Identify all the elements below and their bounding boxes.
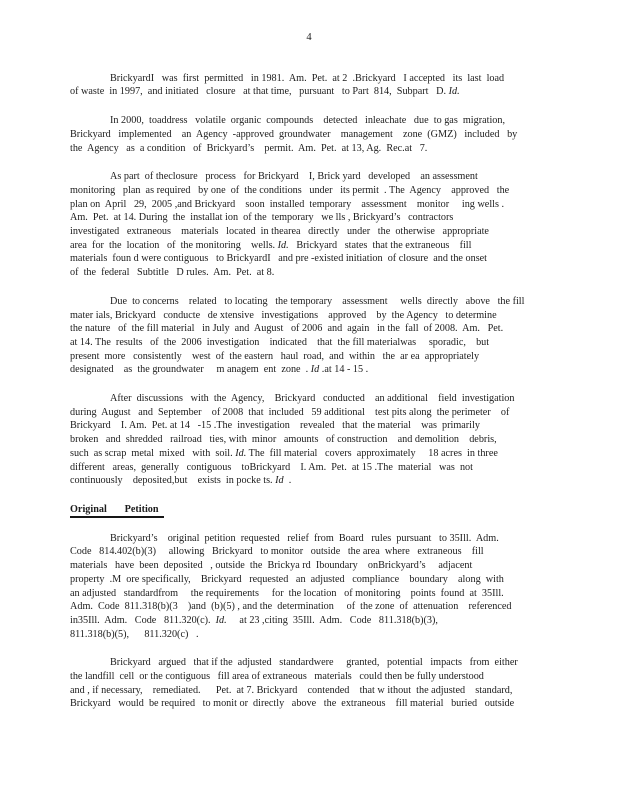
text-line	[70, 461, 548, 475]
text-run: plan on April 29, 2005 ,and Brickyard soon installed temporary assessment monitor ing wells .	[70, 198, 505, 210]
text-line	[70, 600, 548, 614]
text-run: Brickyard would be required to monit or directly above the extraneous fill material buried outside	[70, 698, 515, 710]
text-line	[70, 239, 548, 253]
section-heading-text: Original Petition	[70, 504, 164, 518]
text-run: designated as the groundwater m anagem ent zone .	[70, 364, 311, 376]
citation-id-italic: Id.	[235, 447, 247, 459]
text-run: BrickyardI was first permitted in 1981. Am. Pet. at 2 .Brickyard I accepted its last load	[110, 72, 505, 84]
text-line	[70, 114, 548, 128]
text-line	[70, 474, 548, 488]
text-run: during August and September of 2008 that included 59 additional test pits along the perimeter of	[70, 406, 510, 418]
text-run: Brickyard I. Am. Pet. at 14 -15 .The investigation revealed that the material was primarily	[70, 420, 480, 432]
text-line	[70, 198, 548, 212]
text-line	[70, 573, 548, 587]
text-run: such as scrap metal mixed with soil.	[70, 447, 236, 459]
citation-id-italic: Id	[310, 364, 320, 376]
text-line	[70, 433, 548, 447]
text-run: .	[283, 475, 292, 487]
text-line	[70, 211, 548, 225]
text-line	[70, 447, 548, 461]
text-line	[70, 670, 548, 684]
text-line	[70, 142, 548, 156]
paragraph	[70, 656, 548, 711]
text-run: After discussions with the Agency, Brickyard conducted an additional field investigation	[110, 393, 515, 405]
text-line	[70, 684, 548, 698]
text-run: area for the location of the monitoring wells.	[70, 239, 278, 251]
text-line	[70, 406, 548, 420]
text-run: an adjusted standardfrom the requirements for the location of monitoring points found at 35Ill.	[70, 587, 504, 599]
text-line	[70, 309, 548, 323]
text-line	[70, 628, 548, 642]
text-run: the landfill cell or the contiguous fill area of extraneous materials could then be fully understood	[70, 671, 484, 683]
text-run: property .M ore specifically, Brickyard requested an adjusted compliance boundary along with	[70, 573, 504, 585]
text-line	[70, 697, 548, 711]
text-run: 811.318(b)(5), 811.320(c) .	[70, 628, 199, 640]
text-line	[70, 392, 548, 406]
text-run: at 23 ,citing 35Ill. Adm. Code 811.318(b)(3),	[226, 614, 438, 626]
text-run: Due to concerns related to locating the temporary assessment wells directly above the fill	[110, 295, 525, 307]
text-run: present more consistently west of the eastern haul road, and within the ar ea appropriately	[70, 350, 480, 362]
text-line	[70, 559, 548, 573]
text-line	[70, 532, 548, 546]
text-run: Am. Pet. at 14. During the installat ion of the temporary we lls , Brickyard’s contractors	[70, 212, 454, 224]
text-run: mater ials, Brickyard conducte de xtensive investigations approved by the Agency to determine	[70, 309, 497, 321]
text-run: the Agency as a condition of Brickyard’s permit. Am. Pet. at 13, Ag. Rec.at 7.	[70, 142, 428, 154]
citation-id-italic: Id.	[215, 614, 227, 626]
paragraph	[70, 295, 548, 377]
text-line	[70, 363, 548, 377]
text-line	[70, 614, 548, 628]
text-run: of the federal Subtitle D rules. Am. Pet. at 8.	[70, 267, 275, 279]
text-run: in35Ill. Adm. Code 811.320(c).	[70, 614, 216, 626]
text-line	[70, 336, 548, 350]
text-run: Brickyard implemented an Agency -approved groundwater management zone (GMZ) included by	[70, 128, 518, 140]
citation-id-italic: Id.	[448, 86, 460, 98]
text-run: .at 14 - 15 .	[319, 364, 369, 376]
text-line	[70, 128, 548, 142]
text-run: of waste in 1997, and initiated closure at that time, pursuant to Part 814, Subpart D.	[70, 86, 449, 98]
text-run: As part of theclosure process for Brickyard I, Brick yard developed an assessment	[110, 171, 478, 183]
page-number: 4	[306, 32, 312, 43]
text-line	[70, 252, 548, 266]
text-line	[70, 419, 548, 433]
text-line	[70, 545, 548, 559]
text-run: materials have been deposited , outside the Brickya rd Iboundary onBrickyard’s adjacent	[70, 560, 473, 572]
text-line	[70, 656, 548, 670]
text-run: continuously deposited,but exists in pocke ts.	[70, 475, 276, 487]
text-line	[70, 266, 548, 280]
text-run: In 2000, toaddress volatile organic compounds detected inleachate due to gas migration,	[110, 115, 506, 127]
paragraph	[70, 532, 548, 642]
text-run: broken and shredded railroad ties, with minor amounts of construction and demolition debris,	[70, 434, 497, 446]
text-line	[70, 72, 548, 86]
text-run: different areas, generally contiguous toBrickyard I. Am. Pet. at 15 .The material was not	[70, 461, 473, 473]
text-line	[70, 587, 548, 601]
paragraph	[70, 72, 548, 99]
text-line	[70, 295, 548, 309]
text-run: Code 814.402(b)(3) allowing Brickyard to monitor outside the area where extraneous fill	[70, 546, 484, 558]
text-run: the nature of the fill material in July and August of 2006 and again in the fall of 2008. Am. Pet.	[70, 323, 504, 335]
text-line	[70, 85, 548, 99]
text-run: Brickyard argued that if the adjusted standardwere granted, potential impacts from either	[110, 657, 518, 669]
text-run: materials foun d were contiguous to BrickyardI and pre -existed initiation of closure and the onset	[70, 253, 488, 265]
text-run: monitoring plan as required by one of the conditions under its permit . The Agency approved the	[70, 184, 510, 196]
text-run: Brickyard’s original petition requested relief from Board rules pursuant to 35Ill. Adm.	[110, 532, 499, 544]
text-run: at 14. The results of the 2006 investigation indicated that the fill materialwas sporadic, but	[70, 336, 490, 348]
text-run: investigated extraneous materials located in thearea directly under the otherwise appropriate	[70, 226, 489, 238]
text-line	[70, 225, 548, 239]
text-run: Adm. Code 811.318(b)(3 )and (b)(5) , and the determination of the zone of attenuation referenced	[70, 601, 512, 613]
section-heading	[70, 503, 548, 517]
text-line	[70, 350, 548, 364]
text-run: Brickyard states that the extraneous fill	[288, 239, 472, 251]
text-line	[70, 322, 548, 336]
text-line	[70, 170, 548, 184]
document-body	[70, 72, 548, 711]
paragraph	[70, 170, 548, 280]
paragraph	[70, 114, 548, 155]
citation-id-italic: Id.	[277, 239, 289, 251]
text-line	[70, 184, 548, 198]
text-run: and , if necessary, remediated. Pet. at 7. Brickyard contended that w ithout the adjusted standard,	[70, 684, 513, 696]
paragraph	[70, 392, 548, 488]
citation-id-italic: Id	[275, 475, 284, 487]
text-run: The fill material covers approximately 18 acres in three	[246, 447, 498, 459]
